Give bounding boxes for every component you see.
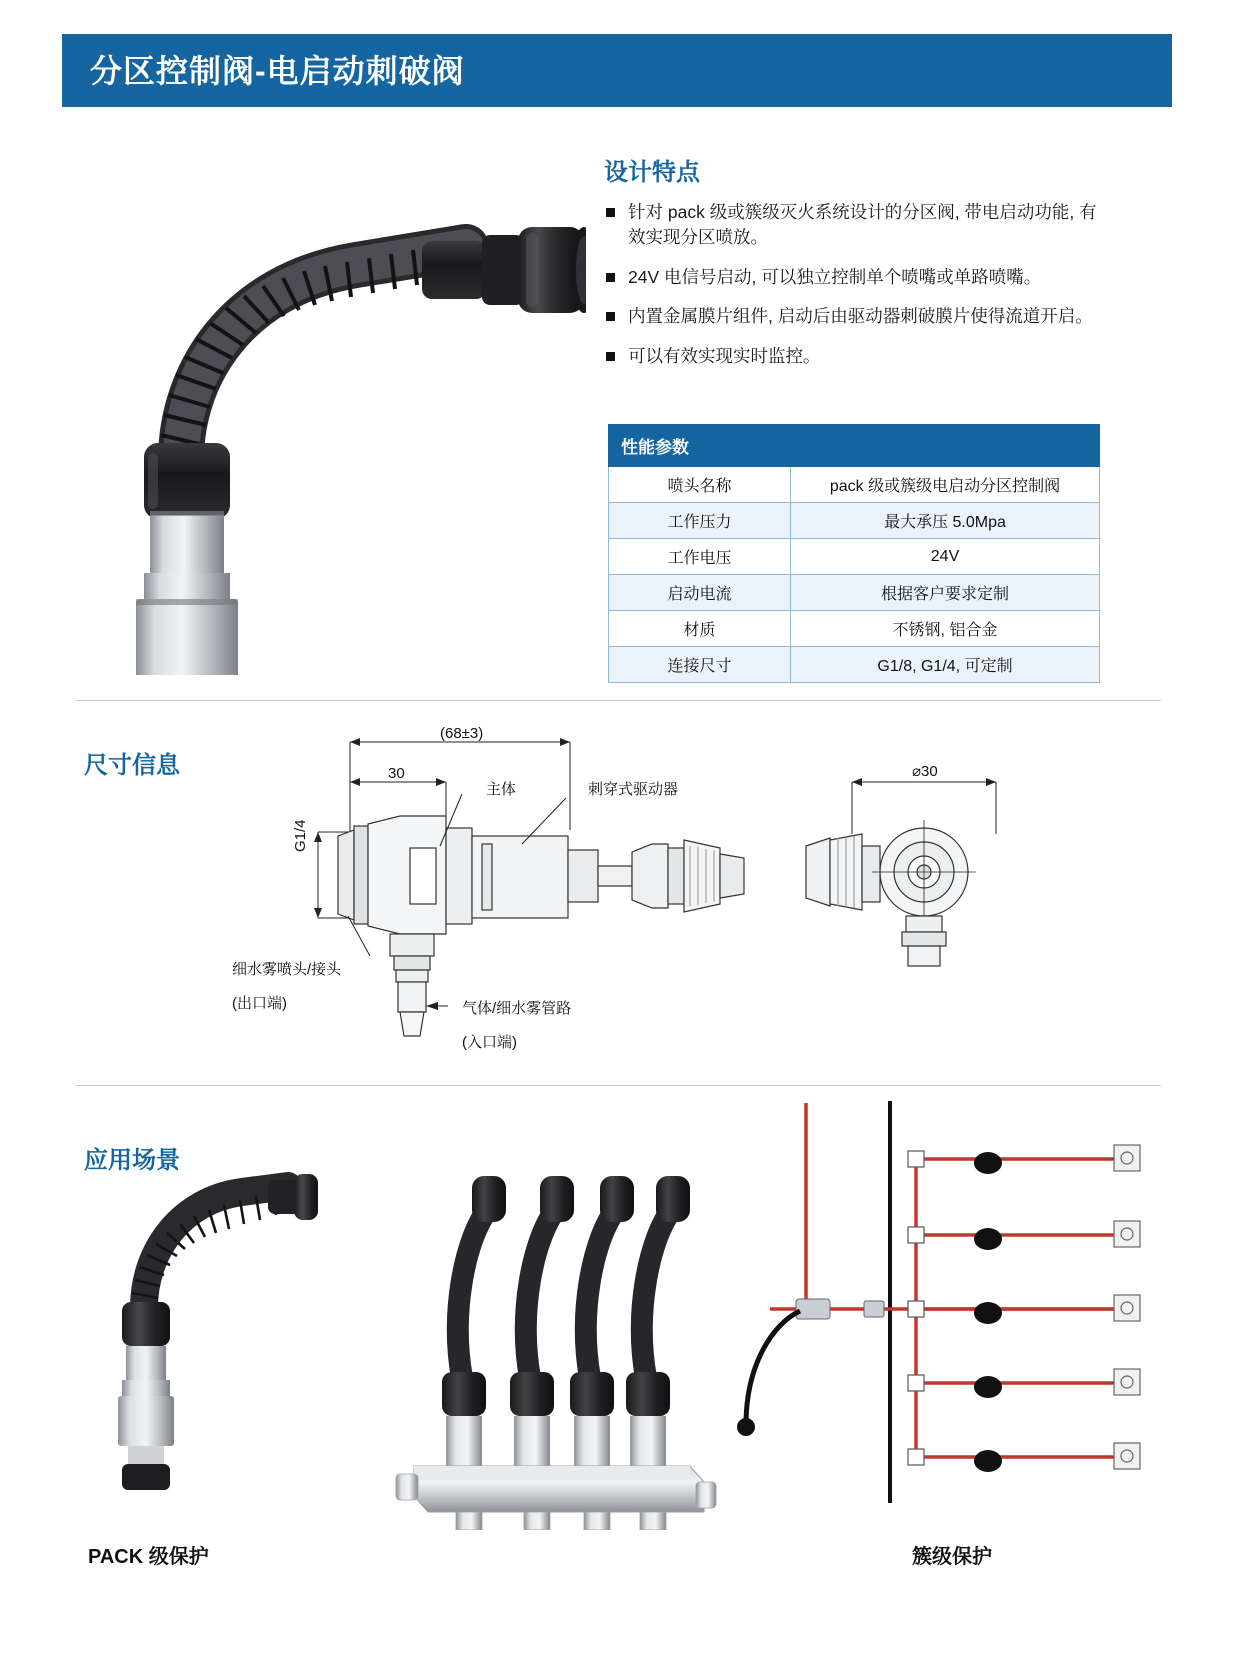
application-photo-pack: [92, 1160, 322, 1520]
divider-top: [76, 700, 1161, 701]
header-underline: [62, 104, 1172, 107]
table-row: [609, 503, 1100, 539]
page-title: 分区控制阀-电启动刺破阀: [90, 53, 465, 89]
spec-value: 最大承压 5.0Mpa: [791, 503, 1100, 539]
table-row: [609, 575, 1100, 611]
dim-thread-label: G1/4: [292, 819, 309, 852]
feature-item: 可以有效实现实时监控。: [604, 344, 1104, 369]
spec-key: 喷头名称: [609, 467, 791, 503]
spec-table: [608, 424, 1100, 683]
dim-inlet-sub-label: (入口端): [462, 1034, 517, 1051]
feature-item: 24V 电信号启动, 可以独立控制单个喷嘴或单路喷嘴。: [604, 265, 1104, 290]
spec-key: 启动电流: [609, 575, 791, 611]
page-header: [62, 34, 1172, 104]
table-row: [609, 467, 1100, 503]
spec-value: 24V: [791, 539, 1100, 575]
spec-value: 根据客户要求定制: [791, 575, 1100, 611]
feature-item: 针对 pack 级或簇级灭火系统设计的分区阀, 带电启动功能, 有效实现分区喷放。: [604, 200, 1104, 251]
dimension-drawing-front: [790, 760, 1050, 980]
feature-item: 内置金属膜片组件, 启动后由驱动器刺破膜片使得流道开启。: [604, 304, 1104, 329]
spec-key: 连接尺寸: [609, 647, 791, 683]
dimension-title: 尺寸信息: [84, 752, 180, 779]
spec-table-header: 性能参数: [609, 425, 1100, 467]
dim-outlet-sub-label: (出口端): [232, 995, 287, 1012]
caption-pack: PACK 级保护: [88, 1546, 209, 1568]
dim-diameter-label: ⌀30: [912, 763, 938, 780]
design-features-title: 设计特点: [604, 159, 700, 186]
divider-bottom: [76, 1085, 1161, 1086]
dim-inlet-label: 气体/细水雾管路: [462, 1000, 572, 1017]
dim-body-length-label: 30: [388, 765, 405, 782]
product-photo: [86, 175, 586, 675]
spec-key: 工作压力: [609, 503, 791, 539]
table-row: [609, 647, 1100, 683]
spec-key: 材质: [609, 611, 791, 647]
dim-outlet-label: 细水雾喷头/接头: [232, 961, 342, 978]
spec-value: 不锈钢, 铝合金: [791, 611, 1100, 647]
application-title: 应用场景: [84, 1147, 180, 1174]
dim-total-length-label: (68±3): [440, 725, 484, 742]
table-row: [609, 611, 1100, 647]
application-diagram-cluster: [730, 1095, 1170, 1515]
dim-actuator-label: 刺穿式驱动器: [588, 781, 679, 798]
caption-cluster: 簇级保护: [912, 1546, 992, 1568]
design-features-list: [604, 200, 1104, 383]
application-photo-manifold: [390, 1160, 720, 1530]
dim-body-label: 主体: [486, 781, 517, 798]
spec-value: G1/8, G1/4, 可定制: [791, 647, 1100, 683]
spec-value: pack 级或簇级电启动分区控制阀: [791, 467, 1100, 503]
table-row: [609, 539, 1100, 575]
spec-key: 工作电压: [609, 539, 791, 575]
